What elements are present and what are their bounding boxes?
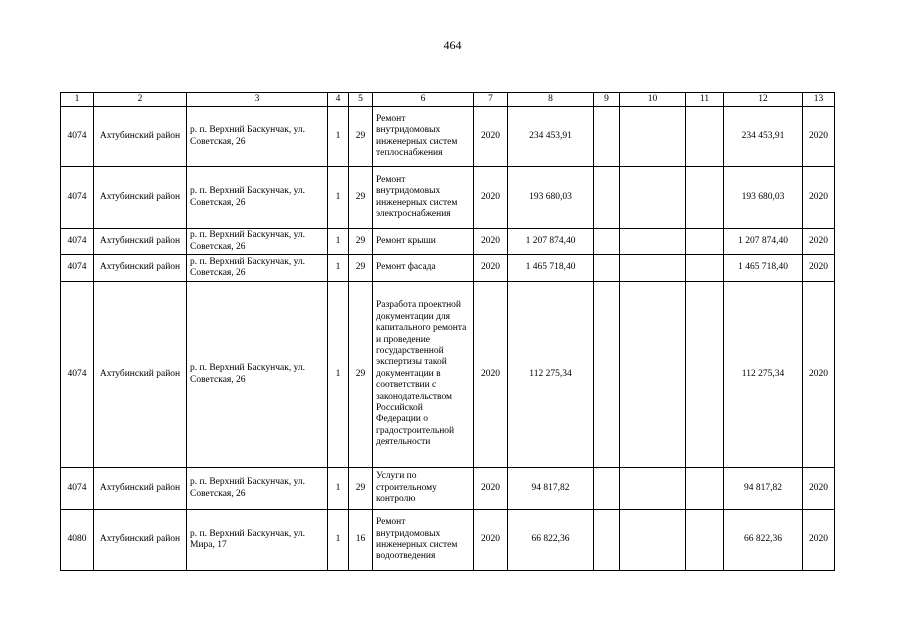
cell-col4: 1 xyxy=(328,468,349,510)
cell-col5: 29 xyxy=(349,229,373,255)
cell-total: 94 817,82 xyxy=(724,468,803,510)
cell-col10 xyxy=(620,282,686,468)
cell-cost: 234 453,91 xyxy=(508,107,594,167)
table-row xyxy=(61,167,835,229)
column-header: 13 xyxy=(803,93,835,107)
cell-col10 xyxy=(620,167,686,229)
cell-work-type: Ремонт внутридомовых инженерных систем водоотведения xyxy=(373,510,474,571)
column-header: 12 xyxy=(724,93,803,107)
cell-year-end: 2020 xyxy=(803,282,835,468)
cell-district: Ахтубинский район xyxy=(94,107,187,167)
cell-address: р. п. Верхний Баскунчак, ул. Советская, 26 xyxy=(187,167,328,229)
cell-col11 xyxy=(686,282,724,468)
cell-col10 xyxy=(620,107,686,167)
cell-col11 xyxy=(686,167,724,229)
cell-col4: 1 xyxy=(328,107,349,167)
column-header: 11 xyxy=(686,93,724,107)
cell-work-type: Ремонт внутридомовых инженерных систем электроснабжения xyxy=(373,167,474,229)
column-header: 3 xyxy=(187,93,328,107)
cell-work-type: Услуги по строительному контролю xyxy=(373,468,474,510)
cell-cost: 1 207 874,40 xyxy=(508,229,594,255)
cell-district: Ахтубинский район xyxy=(94,229,187,255)
cell-col4: 1 xyxy=(328,510,349,571)
cell-id: 4074 xyxy=(61,229,94,255)
cell-id: 4080 xyxy=(61,510,94,571)
cell-col5: 29 xyxy=(349,107,373,167)
cell-cost: 112 275,34 xyxy=(508,282,594,468)
page-number: 464 xyxy=(443,38,462,52)
table-row xyxy=(61,229,835,255)
cell-district: Ахтубинский район xyxy=(94,282,187,468)
cell-col11 xyxy=(686,510,724,571)
cell-col9 xyxy=(594,167,620,229)
cell-id: 4074 xyxy=(61,107,94,167)
cell-year: 2020 xyxy=(474,468,508,510)
cell-year-end: 2020 xyxy=(803,107,835,167)
cell-year: 2020 xyxy=(474,167,508,229)
table-row xyxy=(61,468,835,510)
cell-col9 xyxy=(594,107,620,167)
cell-year: 2020 xyxy=(474,255,508,282)
cell-address: р. п. Верхний Баскунчак, ул. Советская, 26 xyxy=(187,255,328,282)
cell-col4: 1 xyxy=(328,167,349,229)
cell-col5: 29 xyxy=(349,282,373,468)
cell-year-end: 2020 xyxy=(803,229,835,255)
cell-col9 xyxy=(594,510,620,571)
cell-col10 xyxy=(620,255,686,282)
cell-cost: 66 822,36 xyxy=(508,510,594,571)
cell-address: р. п. Верхний Баскунчак, ул. Мира, 17 xyxy=(187,510,328,571)
cell-col11 xyxy=(686,229,724,255)
cell-year: 2020 xyxy=(474,229,508,255)
cell-work-type: Ремонт внутридомовых инженерных систем теплоснабжения xyxy=(373,107,474,167)
cell-col5: 29 xyxy=(349,468,373,510)
column-header: 9 xyxy=(594,93,620,107)
cell-total: 234 453,91 xyxy=(724,107,803,167)
cell-col10 xyxy=(620,229,686,255)
registry-table xyxy=(60,92,835,571)
cell-col9 xyxy=(594,255,620,282)
cell-address: р. п. Верхний Баскунчак, ул. Советская, 26 xyxy=(187,107,328,167)
column-header: 7 xyxy=(474,93,508,107)
cell-address: р. п. Верхний Баскунчак, ул. Советская, 26 xyxy=(187,229,328,255)
cell-work-type: Ремонт фасада xyxy=(373,255,474,282)
cell-total: 66 822,36 xyxy=(724,510,803,571)
cell-total: 1 207 874,40 xyxy=(724,229,803,255)
cell-address: р. п. Верхний Баскунчак, ул. Советская, 26 xyxy=(187,468,328,510)
cell-total: 1 465 718,40 xyxy=(724,255,803,282)
cell-cost: 193 680,03 xyxy=(508,167,594,229)
column-header: 6 xyxy=(373,93,474,107)
cell-cost: 94 817,82 xyxy=(508,468,594,510)
cell-district: Ахтубинский район xyxy=(94,255,187,282)
cell-year-end: 2020 xyxy=(803,255,835,282)
cell-col11 xyxy=(686,255,724,282)
column-header: 2 xyxy=(94,93,187,107)
cell-col11 xyxy=(686,468,724,510)
header-row xyxy=(61,93,835,107)
cell-year: 2020 xyxy=(474,107,508,167)
table-row xyxy=(61,282,835,468)
cell-total: 193 680,03 xyxy=(724,167,803,229)
cell-year: 2020 xyxy=(474,510,508,571)
cell-id: 4074 xyxy=(61,255,94,282)
cell-district: Ахтубинский район xyxy=(94,468,187,510)
cell-col4: 1 xyxy=(328,282,349,468)
cell-year-end: 2020 xyxy=(803,167,835,229)
column-header: 1 xyxy=(61,93,94,107)
table-row xyxy=(61,255,835,282)
column-header: 5 xyxy=(349,93,373,107)
column-header: 8 xyxy=(508,93,594,107)
cell-col5: 29 xyxy=(349,167,373,229)
cell-year-end: 2020 xyxy=(803,510,835,571)
cell-id: 4074 xyxy=(61,167,94,229)
cell-col5: 29 xyxy=(349,255,373,282)
cell-year-end: 2020 xyxy=(803,468,835,510)
cell-year: 2020 xyxy=(474,282,508,468)
cell-work-type: Ремонт крыши xyxy=(373,229,474,255)
table-row xyxy=(61,510,835,571)
cell-address: р. п. Верхний Баскунчак, ул. Советская, 26 xyxy=(187,282,328,468)
cell-id: 4074 xyxy=(61,282,94,468)
cell-total: 112 275,34 xyxy=(724,282,803,468)
cell-cost: 1 465 718,40 xyxy=(508,255,594,282)
column-header: 4 xyxy=(328,93,349,107)
cell-col9 xyxy=(594,229,620,255)
cell-district: Ахтубинский район xyxy=(94,167,187,229)
cell-col10 xyxy=(620,510,686,571)
column-header: 10 xyxy=(620,93,686,107)
cell-col4: 1 xyxy=(328,255,349,282)
cell-district: Ахтубинский район xyxy=(94,510,187,571)
cell-col11 xyxy=(686,107,724,167)
cell-col5: 16 xyxy=(349,510,373,571)
table-row xyxy=(61,107,835,167)
cell-col10 xyxy=(620,468,686,510)
cell-work-type: Разработа проектной документации для капитального ремонта и проведение государственной экспертизы такой документации в соответствии с законодательством Российской Федерации о градостроительной деятельности xyxy=(373,282,474,468)
cell-col9 xyxy=(594,282,620,468)
cell-col9 xyxy=(594,468,620,510)
cell-col4: 1 xyxy=(328,229,349,255)
cell-id: 4074 xyxy=(61,468,94,510)
